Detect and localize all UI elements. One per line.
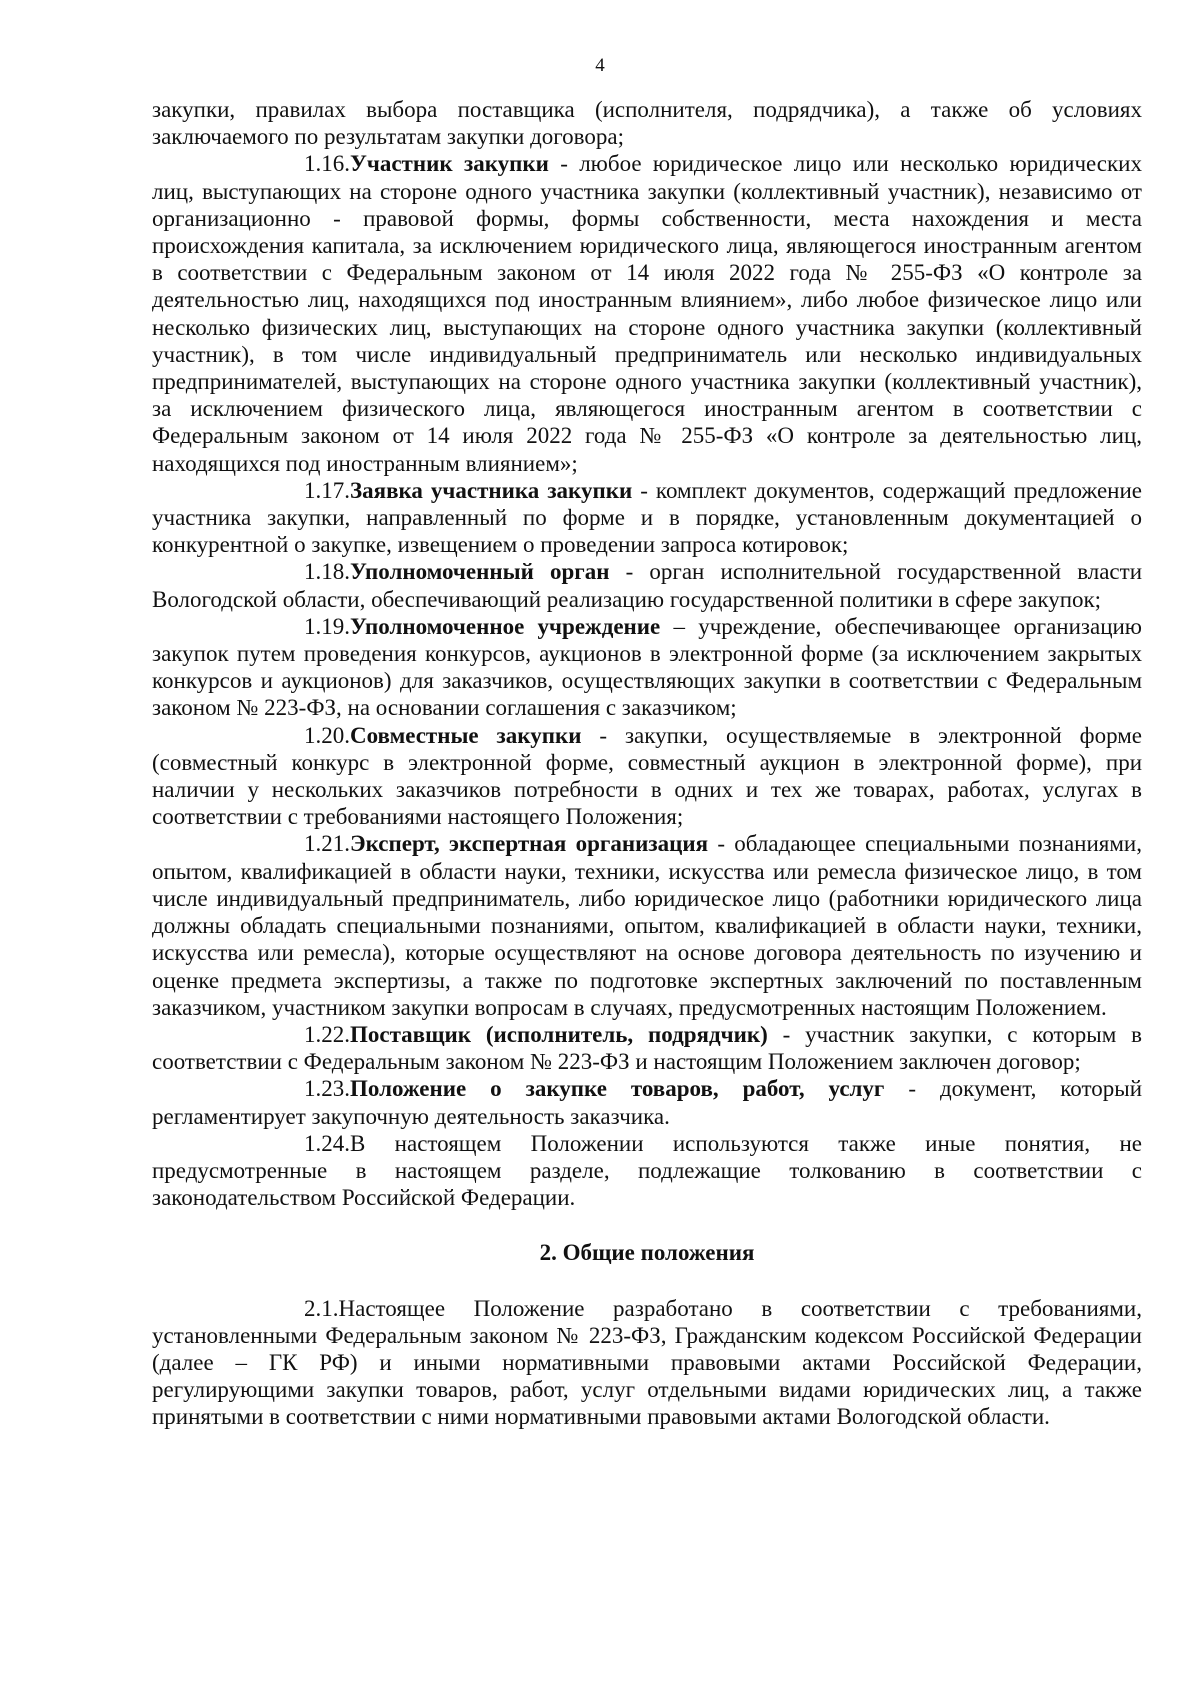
item-number: 1.19. [304,613,350,639]
item-term: Участник закупки [350,151,549,177]
item-number: 1.22. [304,1021,350,1047]
item-number: 1.16. [304,151,350,177]
item-text: - орган исполнительной государственной власти Вологодской области, обеспечивающий реализацию государственной политики в сфере закупок; [152,559,1142,612]
item-text: - комплект документов, содержащий предложение участника закупки, направленный по форме и в порядке, установленным документацией о конкурентной о закупке, извещением о проведении запроса котировок; [152,477,1143,558]
item-term: Уполномоченный орган [350,559,610,585]
item-1-22 [152,1021,1142,1075]
item-text: - документ, который регламентирует закупочную деятельность заказчика. [152,1076,1142,1129]
item-1-16 [152,150,1142,476]
item-term: Эксперт, экспертная организация [350,831,709,857]
section-heading: 2. Общие положения [539,1240,755,1266]
item-1-24 [152,1130,1142,1212]
item-2-1 [152,1295,1142,1431]
item-term: Заявка участника закупки [350,477,633,503]
item-term: Положение о закупке товаров, работ, услуг [350,1076,885,1102]
item-text: Настоящее Положение разработано в соответствии с требованиями, установленными Федеральным законом № 223-ФЗ, Гражданским кодексом Российской Федерации (далее – ГК РФ) и иными нормативными правовыми актами Российской Федерации, регулирующими закупки товаров, работ, услуг отдельными видами юридических лиц, а также принятыми в соответствии с ними нормативными правовыми актами Вологодской области. [152,1295,1142,1430]
item-1-20 [152,722,1142,831]
item-text: – учреждение, обеспечивающее организацию закупок путем проведения конкурсов, аукционов в электронной форме (за исключением закрытых конкурсов и аукционов) для заказчиков, осуществляющих закупки в соответствии с Федеральным законом № 223-ФЗ, на основании соглашения с заказчиком; [152,613,1142,721]
item-1-23 [152,1075,1142,1129]
page-number: 4 [595,55,605,76]
item-number: 1.20. [304,722,350,748]
item-1-18 [152,558,1142,612]
item-text: - любое юридическое лицо или несколько юридических лиц, выступающих на стороне одного участника закупки (коллективный участник), независимо от организационно - правовой формы, формы собственности, места нахождения и места происхождения капитала, за исключением юридического лица, являющегося иностранным агентом в соответствии с Федеральным законом от 14 июля 2022 года № 255-ФЗ «О контроле за деятельностью лиц, находящихся под иностранным влиянием», либо любое физическое лицо или несколько физических лиц, выступающих на стороне одного участника закупки (коллективный участник), в том числе индивидуальный предприниматель или несколько индивидуальных предпринимателей, выступающих на стороне одного участника закупки (коллективный участник), за исключением физического лица, являющегося иностранным агентом в соответствии с Федеральным законом от 14 июля 2022 года № 255-ФЗ «О контроле за деятельностью лиц, находящихся под иностранным влиянием»; [152,151,1142,476]
item-text: - участник закупки, с которым в соответствии с Федеральным законом № 223-ФЗ и настоящим Положением заключен договор; [152,1021,1142,1075]
item-1-19 [152,613,1142,722]
item-1-21 [152,830,1142,1020]
item-number: 2.1. [304,1295,339,1321]
item-term: Уполномоченное учреждение [350,613,661,639]
item-text: - закупки, осуществляемые в электронной форме (совместный конкурс в электронной форме, совместный аукцион в электронной форме), при наличии у нескольких заказчиков потребности в одних и тех же товарах, работах, услугах в соответствии с требованиями настоящего Положения; [152,722,1142,830]
item-number: 1.17. [304,477,350,503]
item-term: Поставщик (исполнитель, подрядчик) [350,1021,768,1047]
continuation-paragraph: закупки, правилах выбора поставщика (исполнителя, подрядчика), а также об условиях заключаемого по результатам закупки договора; [152,97,1142,150]
item-term: Совместные закупки [350,722,582,748]
item-number: 1.23. [304,1076,350,1102]
item-number: 1.18. [304,559,350,585]
item-number: 1.21. [304,831,350,857]
document-body [152,96,1142,1431]
item-text: - обладающее специальными познаниями, опытом, квалификацией в области науки, техники, искусства или ремесла физическое лицо, в том числе индивидуальный предприниматель, либо юридическое лицо (работники юридического лица должны обладать специальными познаниями, опытом, квалификацией в области науки, техники, искусства или ремесла), которые осуществляют на основе договора деятельность по изучению и оценке предмета экспертизы, а также по подготовке экспертных заключений по поставленным заказчиком, участником закупки вопросам в случаях, предусмотренных настоящим Положением. [152,831,1142,1020]
item-text: В настоящем Положении используются также иные понятия, не предусмотренные в настоящем разделе, подлежащие толкованию в соответствии с законодательством Российской Федерации. [152,1130,1142,1211]
item-1-17 [152,477,1142,559]
item-number: 1.24. [304,1130,350,1156]
